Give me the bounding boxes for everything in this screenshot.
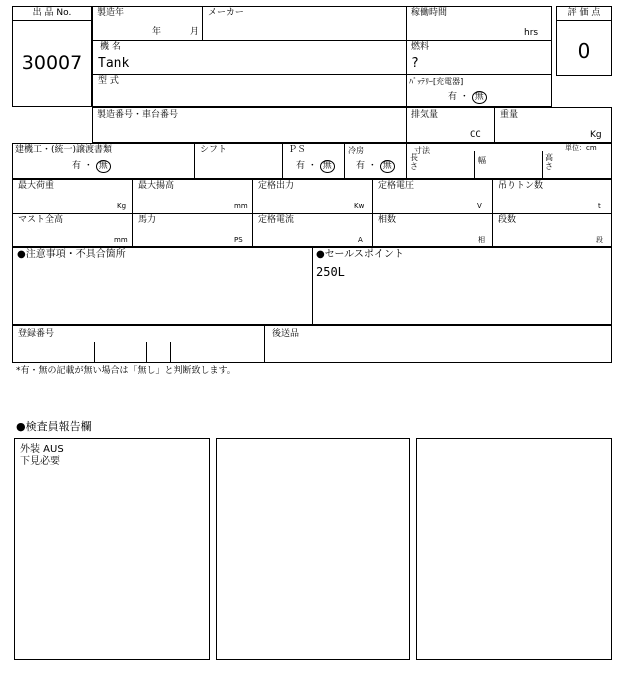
item-no-value: 30007 xyxy=(21,52,83,74)
rated-voltage-label: 定格電圧 xyxy=(378,181,415,191)
battery-yes-no xyxy=(448,91,487,104)
hp-unit: PS xyxy=(234,236,243,244)
rated-voltage-unit: V xyxy=(477,202,482,210)
max-lift-unit: mm xyxy=(234,202,248,210)
dimensions-unit: 単位：cm xyxy=(565,144,597,152)
model-label: 機 名 xyxy=(100,42,121,52)
ps-no-circled: 無 xyxy=(320,160,335,173)
ac-label: 冷房 xyxy=(348,146,364,155)
cert-sep: ・ xyxy=(83,161,93,171)
ps-yes: 有 xyxy=(296,161,306,171)
inspector-title: ●検査員報告欄 xyxy=(16,420,92,433)
max-load-unit: Kg xyxy=(117,202,127,210)
month-suffix: 月 xyxy=(190,27,200,37)
weight-unit: Kg xyxy=(590,130,602,140)
weight-label: 重量 xyxy=(500,110,519,120)
cert-yes-no xyxy=(72,160,111,173)
cert-no-circled: 無 xyxy=(96,160,111,173)
rating-label: 評 価 点 xyxy=(567,8,601,18)
rated-output-unit: Kw xyxy=(354,202,365,210)
stages-label: 段数 xyxy=(498,215,517,225)
registration-label: 登録番号 xyxy=(18,329,55,339)
battery-no-circled: 無 xyxy=(472,91,487,104)
hours-label: 稼働時間 xyxy=(411,8,448,18)
ps-sep: ・ xyxy=(307,161,317,171)
rated-current-label: 定格電流 xyxy=(258,215,295,225)
mast-label: マスト全高 xyxy=(18,215,64,225)
cert-label: 建機工・(統一)譲渡書類 xyxy=(15,145,113,155)
rating-value: 0 xyxy=(577,39,591,63)
displacement-unit: CC xyxy=(470,130,481,140)
inspector-box-3 xyxy=(416,438,612,660)
sales-label: ●セールスポイント xyxy=(316,249,404,260)
ac-no-circled: 無 xyxy=(380,160,395,173)
hoist-label: 吊りトン数 xyxy=(498,181,544,191)
battery-sep: ・ xyxy=(459,92,469,102)
manufacture-year-label: 製造年 xyxy=(97,8,125,18)
shift-label: シフト xyxy=(200,145,228,155)
sales-value: 250L xyxy=(316,265,345,279)
battery-label: ﾊﾞｯﾃﾘｰ[充電器] xyxy=(409,77,464,86)
registration-row xyxy=(12,325,612,363)
stages-unit: 段 xyxy=(596,236,603,244)
hours-unit: hrs xyxy=(524,28,539,38)
rated-current-unit: A xyxy=(358,236,363,244)
height-label: 高 さ xyxy=(545,153,553,171)
cert-yes: 有 xyxy=(72,161,82,171)
shipping-label: 後送品 xyxy=(272,329,300,339)
ps-yes-no xyxy=(296,160,335,173)
mast-unit: mm xyxy=(114,236,128,244)
phase-label: 相数 xyxy=(378,215,397,225)
ac-yes: 有 xyxy=(356,161,366,171)
maker-label: メーカー xyxy=(208,8,244,18)
fuel-label: 燃料 xyxy=(411,42,430,52)
hoist-unit: t xyxy=(598,202,601,210)
type-label: 型 式 xyxy=(98,76,119,86)
width-label: 幅 xyxy=(478,156,486,165)
model-value: Tank xyxy=(98,56,130,71)
year-suffix: 年 xyxy=(152,27,162,37)
defects-label: ●注意事項・不具合箇所 xyxy=(17,249,126,260)
rated-output-label: 定格出力 xyxy=(258,181,295,191)
phase-unit: 相 xyxy=(478,236,485,244)
hp-label: 馬力 xyxy=(138,215,157,225)
fuel-value: ? xyxy=(411,56,419,71)
inspector-box-2 xyxy=(216,438,410,660)
length-label: 長 さ xyxy=(410,153,418,171)
battery-yes: 有 xyxy=(448,92,458,102)
serial-label: 製造番号・車台番号 xyxy=(97,110,179,120)
max-load-label: 最大荷重 xyxy=(18,181,55,191)
inspector-note-line-1: 外装 AUS xyxy=(20,444,64,455)
ac-yes-no xyxy=(356,160,395,173)
dimensions-label: 寸法 xyxy=(414,146,430,155)
disclaimer: *有・無の記載が無い場合は「無し」と判断致します。 xyxy=(16,366,236,376)
max-lift-label: 最大揚高 xyxy=(138,181,175,191)
displacement-label: 排気量 xyxy=(411,110,439,120)
inspector-box-1 xyxy=(14,438,210,660)
inspector-note-line-2: 下見必要 xyxy=(20,456,60,467)
item-no-label: 出 品 No. xyxy=(32,8,72,18)
ac-sep: ・ xyxy=(367,161,377,171)
ps-label: ＰＳ xyxy=(288,145,307,155)
